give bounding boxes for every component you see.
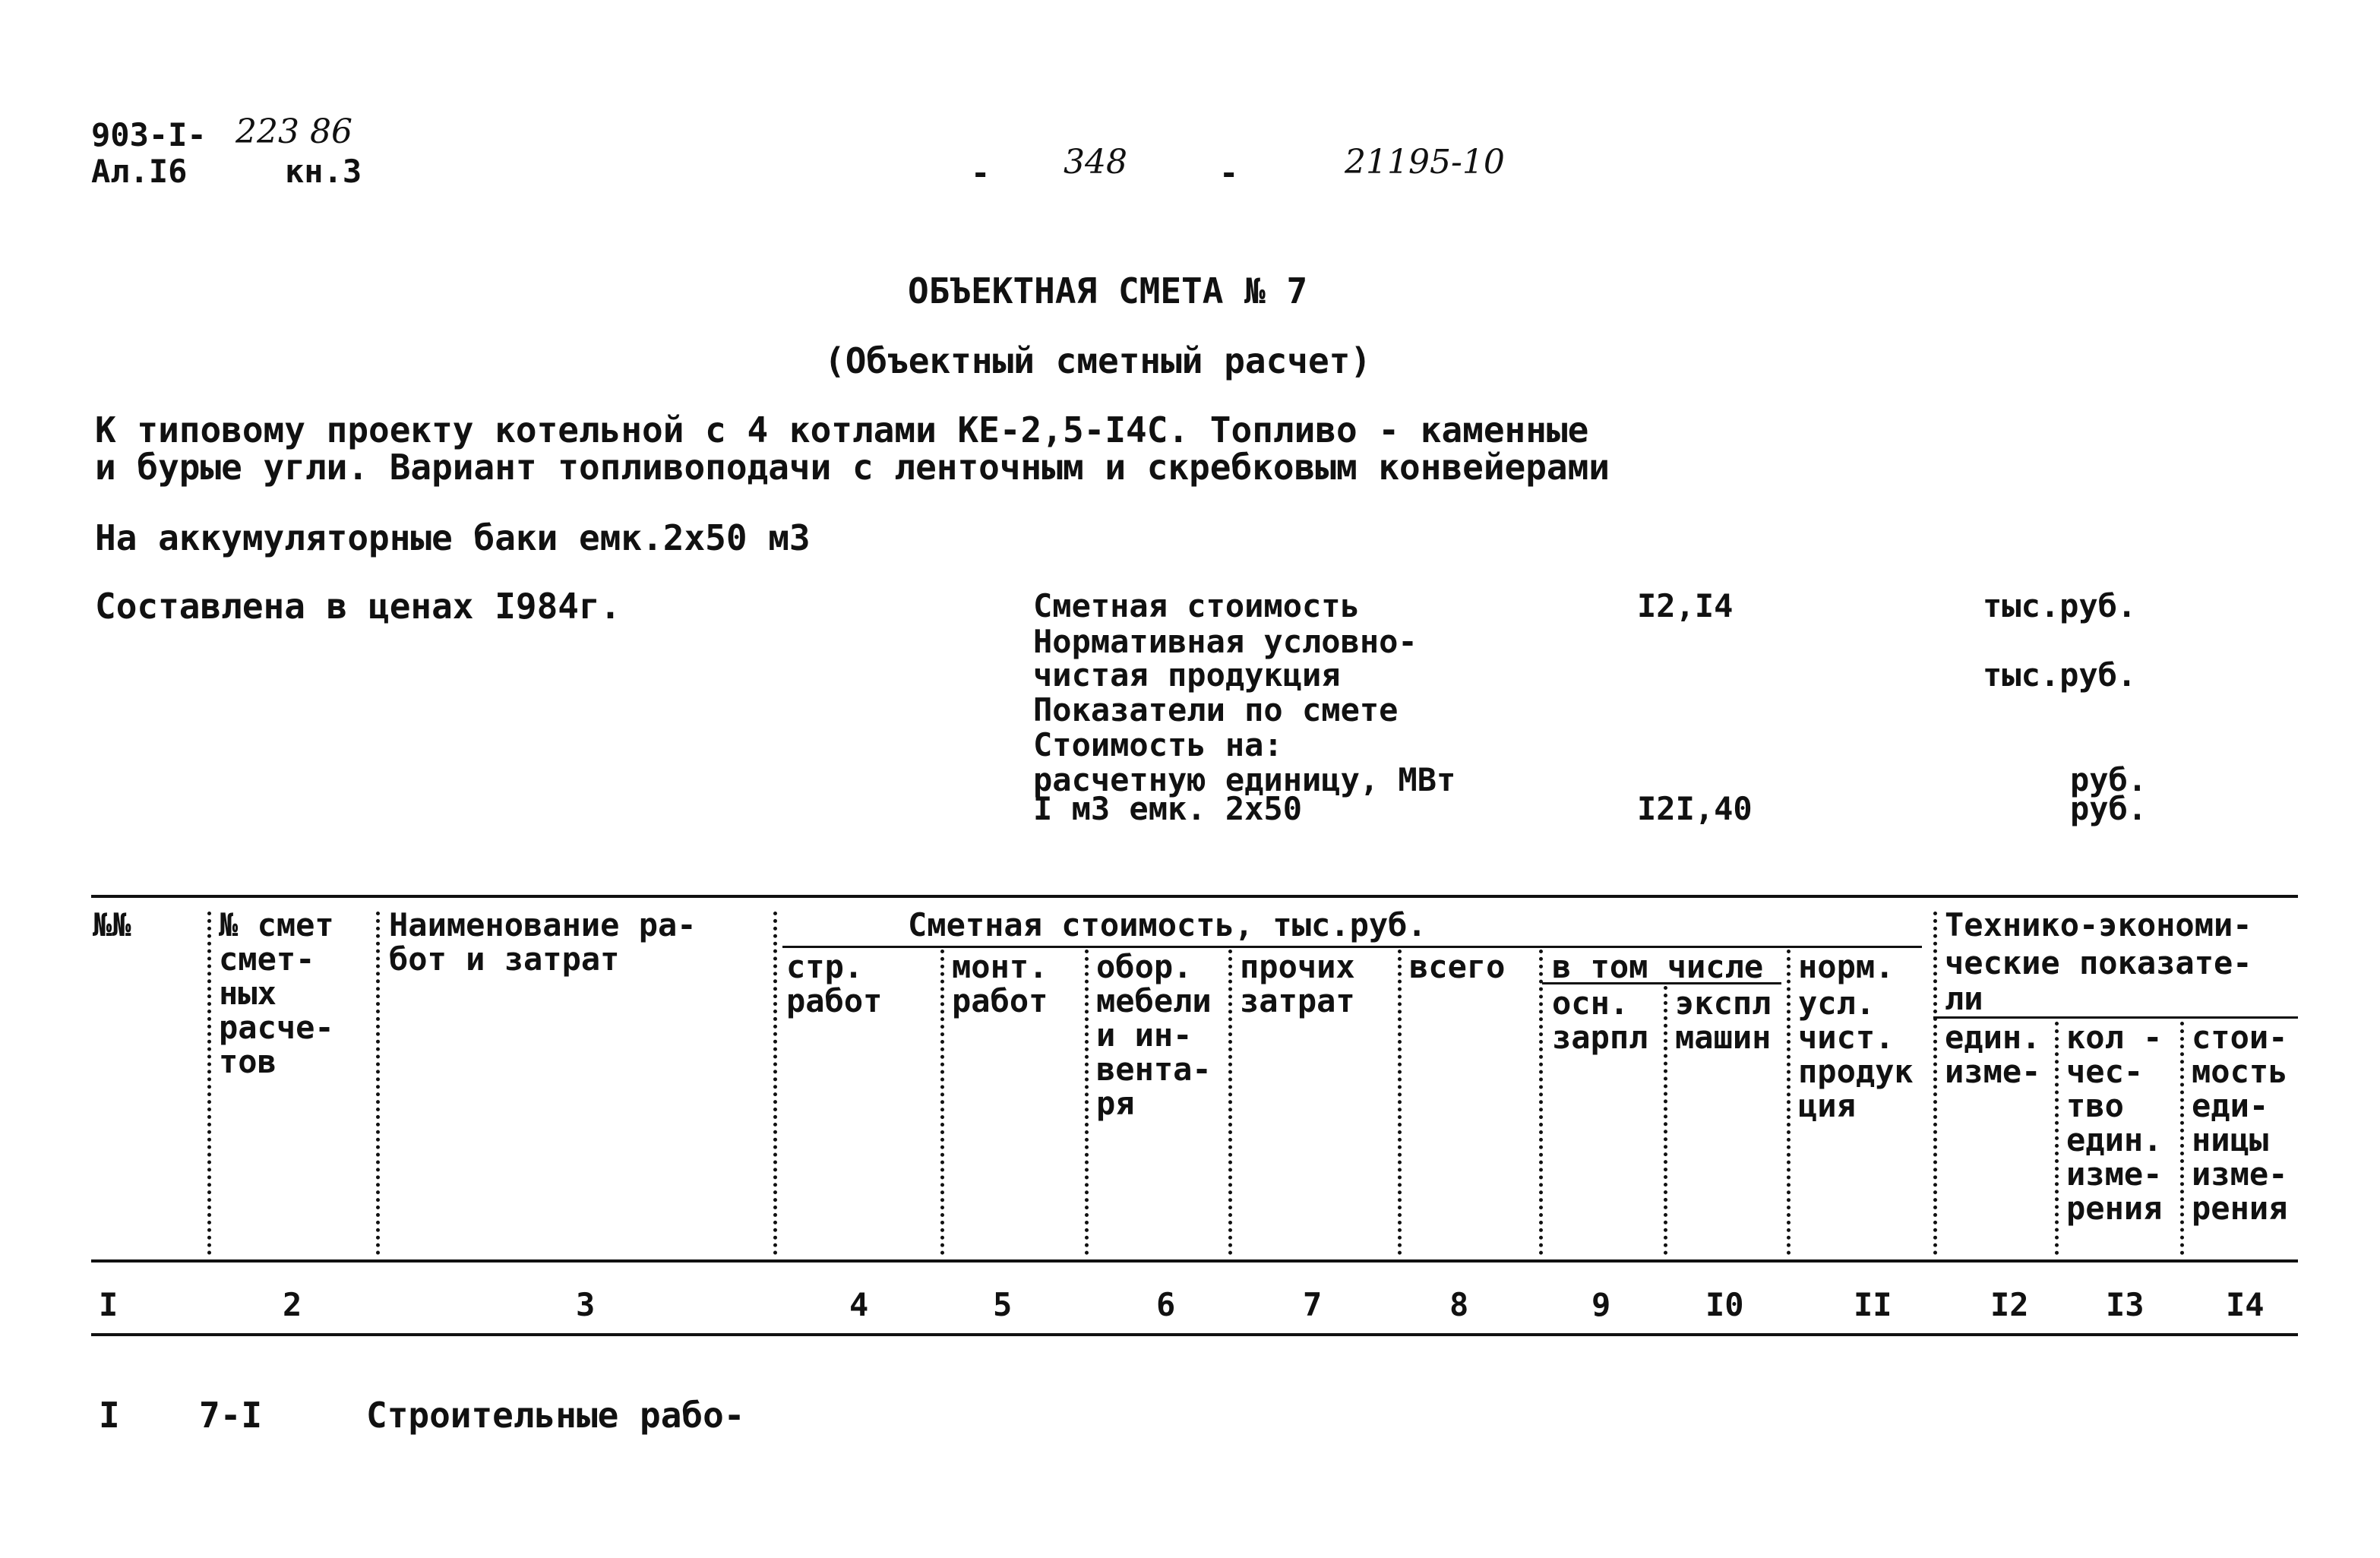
column-number: I [99,1286,119,1323]
page-dash-left: - [971,154,991,191]
col-sep-3 [376,912,380,1255]
col-sep-2 [207,912,211,1255]
album-number: Ал.I6 [91,153,188,190]
cost-per-label: Стоимость на: [1033,726,1283,763]
column-number: 9 [1591,1286,1611,1323]
column-number: 2 [283,1286,302,1323]
column-number: I0 [1705,1286,1744,1323]
table-numbers-rule [91,1333,2298,1336]
column-number: 7 [1303,1286,1323,1323]
project-line-1: К типовому проекту котельной с 4 котлами КЕ-2,5-I4С. Топливо - каменные [95,409,1589,450]
cost-label: Сметная стоимость [1033,587,1360,624]
doc-code-prefix: 903-I- [91,116,207,153]
page-title: ОБЪЕКТНАЯ СМЕТА № 7 [908,270,1308,311]
header-cost-group: Сметная стоимость, тыс.руб. [908,906,1427,943]
page-subtitle: (Объектный сметный расчет) [824,340,1372,381]
row-name: Строительные рабо- [366,1395,745,1436]
row-number: I [99,1395,120,1436]
column-number: II [1854,1286,1892,1323]
header-incl-group: в том числе [1552,948,1764,985]
col-sep-14 [2180,1022,2184,1255]
per-unit-unit: руб. [2070,761,2148,798]
col-sep-13 [2055,1022,2059,1255]
project-line-2: и бурые угли. Вариант топливоподачи с ленточным и скребковым конвейерами [95,447,1610,488]
book-number: кн.3 [285,153,362,190]
per-unit-label: расчетную единицу, МВт [1033,761,1456,798]
doc-code-handwritten: 223 86 [235,112,352,151]
column-number: 8 [1449,1286,1469,1323]
object-name: На аккумуляторные баки емк.2х50 м3 [95,517,811,558]
column-number: 4 [849,1286,869,1323]
per-m3-value: I2I,40 [1637,790,1753,827]
col-sep-4 [773,912,777,1255]
col-sep-7 [1228,950,1232,1255]
col-sep-12 [1933,912,1937,1255]
col-sep-6 [1085,950,1089,1255]
cost-unit: тыс.руб. [1983,587,2137,624]
header-number: №№ [93,906,131,943]
column-number: 6 [1156,1286,1176,1323]
per-m3-label: I м3 емк. 2х50 [1033,790,1303,827]
table-top-rule [91,895,2298,898]
cost-value: I2,I4 [1637,587,1734,624]
col-sep-8 [1398,950,1402,1255]
doc-number: 21195-10 [1345,143,1505,182]
column-number: 3 [576,1286,596,1323]
column-number: I4 [2226,1286,2265,1323]
price-basis: Составлена в ценах I984г. [95,586,621,627]
doc-code [91,118,207,153]
col-sep-5 [940,950,944,1255]
header-total: всего [1409,948,1506,985]
column-number: I2 [1990,1286,2029,1323]
norm-label-1: Нормативная условно- [1033,623,1418,660]
table-header-rule [91,1259,2298,1263]
col-sep-10 [1664,986,1667,1255]
norm-label-2: чистая продукция [1033,656,1341,694]
indicators-label: Показатели по смете [1033,691,1399,728]
col-sep-9 [1539,950,1543,1255]
column-number: I3 [2106,1286,2145,1323]
per-m3-unit: руб. [2070,790,2148,827]
column-number: 5 [993,1286,1013,1323]
norm-unit: тыс.руб. [1983,656,2137,694]
row-estimate: 7-I [199,1395,263,1436]
page-number: 348 [1064,143,1127,182]
page-dash-right: - [1219,154,1239,191]
col-sep-11 [1787,950,1791,1255]
